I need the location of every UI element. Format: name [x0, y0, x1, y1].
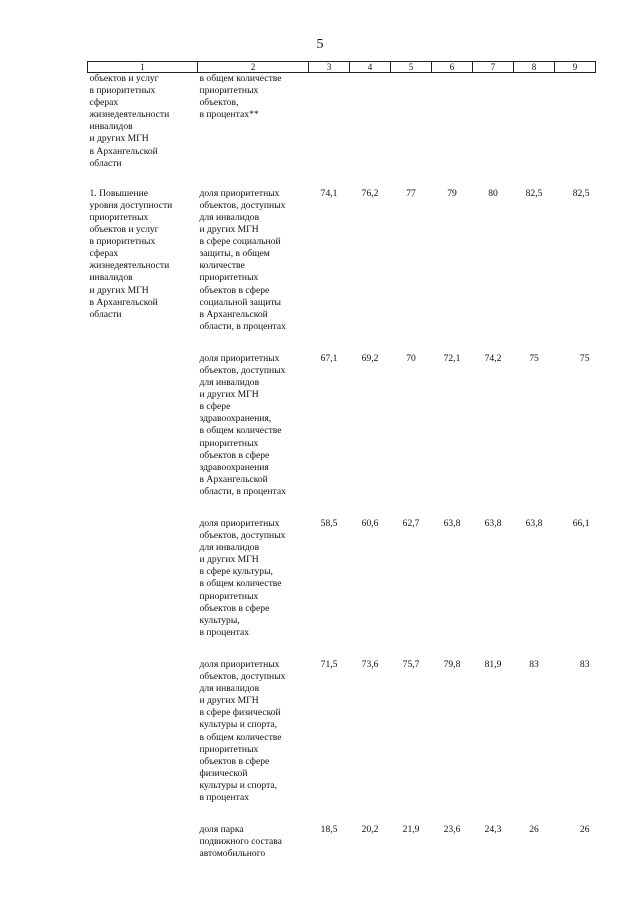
page-number: 5 [316, 37, 324, 52]
column-number: 6 [432, 62, 473, 73]
indicator-row [88, 182, 596, 343]
column-number: 2 [198, 62, 309, 73]
indicator-text: доля приоритетных объектов, доступных для инвалидов и других МГН в сфере здравоохранения, в общем количестве приоритетных объектов в сфере здравоохранения в Архангельской области, в процентах [199, 352, 286, 497]
column-number-row [88, 62, 596, 73]
value-cell: 66,1 [572, 518, 590, 529]
value-cell: 83 [529, 658, 539, 670]
value-cell: 81,9 [484, 658, 502, 670]
value-cell: 62,7 [402, 518, 420, 529]
value-cell: 26 [529, 824, 539, 836]
value-cell: 71,5 [320, 658, 338, 670]
indicator-text: доля приоритетных объектов, доступных для инвалидов и других МГН в сфере культуры, в общем количестве приоритетных объектов в сфере культуры, в процентах [199, 518, 286, 638]
value-cell: 73,6 [361, 658, 379, 670]
value-cell: 58,5 [320, 518, 338, 529]
column-number: 4 [350, 62, 391, 73]
value-cell: 26 [579, 824, 590, 836]
value-cell: 20,2 [361, 824, 379, 836]
value-cell: 67,1 [320, 352, 338, 364]
value-cell: 63,8 [484, 518, 502, 529]
column-number: 3 [309, 62, 350, 73]
column-number: 5 [391, 62, 432, 73]
value-cell: 75 [579, 352, 590, 364]
value-cell: 79,8 [443, 658, 461, 670]
value-cell: 60,6 [361, 518, 379, 529]
indicator-text: доля приоритетных объектов, доступных для инвалидов и других МГН в сфере социальной защиты, в общем количестве приоритетных объектов в сфере социальной защиты в Архангельской области, в процентах [199, 187, 286, 332]
value-cell: 74,1 [320, 187, 338, 199]
value-cell: 70 [406, 352, 416, 364]
column-number: 7 [473, 62, 514, 73]
goal-text: 1. Повышение уровня доступности приоритетных объектов и услуг в приоритетных сферах жизнедеятельности инвалидов и других МГН в Архангельской области [89, 187, 173, 320]
value-cell: 21,9 [402, 824, 420, 836]
column-number: 1 [88, 62, 198, 73]
value-cell: 69,2 [361, 352, 379, 364]
value-cell: 74,2 [484, 352, 502, 364]
value-cell: 77 [406, 187, 416, 199]
goal-text-continued: объектов и услуг в приоритетных сферах жизнедеятельности инвалидов и других МГН в Архангельской области [89, 73, 170, 169]
value-cell: 82,5 [525, 187, 543, 199]
continuation-row [88, 73, 596, 182]
value-cell: 63,8 [525, 518, 543, 529]
indicator-text: доля парка подвижного состава автомобильного [199, 824, 282, 860]
value-cell: 75 [529, 352, 539, 364]
indicators-table [87, 61, 596, 870]
indicator-text: доля приоритетных объектов, доступных для инвалидов и других МГН в сфере физической культуры и спорта, в общем количестве приоритетных объектов в сфере физической культуры и спорта, в процентах [199, 658, 286, 803]
column-number: 8 [514, 62, 555, 73]
column-number: 9 [554, 62, 595, 73]
value-cell: 82,5 [572, 187, 590, 199]
value-cell: 18,5 [320, 824, 338, 836]
value-cell: 76,2 [361, 187, 379, 199]
indicator-text-continued: в общем количестве приоритетных объектов, в процентах** [199, 73, 282, 121]
value-cell: 24,3 [484, 824, 502, 836]
value-cell: 23,6 [443, 824, 461, 836]
value-cell: 72,1 [443, 352, 461, 364]
value-cell: 79 [447, 187, 457, 199]
value-cell: 80 [488, 187, 498, 199]
value-cell: 75,7 [402, 658, 420, 670]
value-cell: 63,8 [443, 518, 461, 529]
value-cell: 83 [579, 658, 590, 670]
